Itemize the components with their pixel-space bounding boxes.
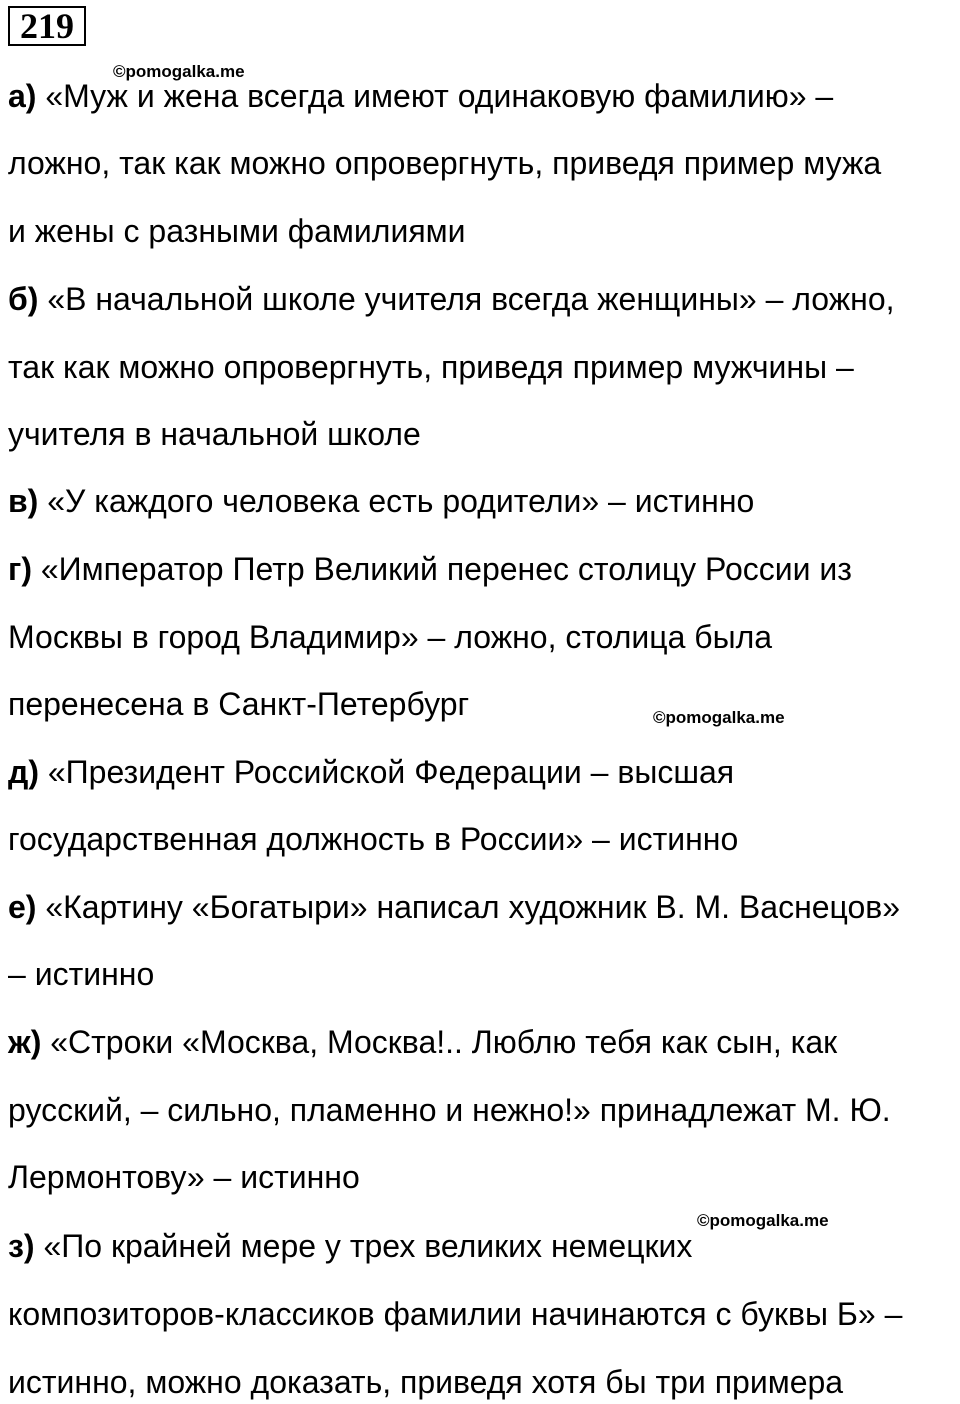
text-line [8,1362,843,1402]
text-line [8,143,881,183]
line-text: композиторов-классиков фамилии начинаются с буквы Б» – [8,1296,903,1332]
item-marker: з) [8,1228,35,1264]
item-marker: в) [8,483,39,519]
line-text: «Картину «Богатыри» написал художник В. М. Васнецов» [36,889,901,925]
line-text: «У каждого человека есть родители» – истинно [38,483,755,519]
text-line [8,819,738,859]
text-line [8,1157,360,1197]
watermark: ©pomogalka.me [653,708,785,727]
line-text: «Император Петр Великий перенес столицу России из [31,551,852,587]
line-text: «Строки «Москва, Москва!.. Люблю тебя как сын, как [41,1024,838,1060]
line-text: русский, – сильно, пламенно и нежно!» принадлежат М. Ю. [8,1092,891,1128]
text-line [8,414,421,454]
line-text: перенесена в Санкт-Петербург [8,686,470,722]
text-line [8,752,734,792]
watermark: ©pomogalka.me [113,62,245,81]
line-text: государственная должность в России» – истинно [8,821,739,857]
text-line [8,279,895,319]
line-text: «По крайней мере у трех великих немецких [34,1228,693,1264]
line-text: и жены с разными фамилиями [8,213,466,249]
text-line [8,954,154,994]
text-line [8,76,833,116]
text-line [8,1294,902,1334]
item-marker: д) [8,754,39,790]
text-line [8,617,772,657]
text-line [8,481,754,521]
task-number: 219 [8,6,86,46]
text-line [8,1022,837,1062]
line-text: «В начальной школе учителя всегда женщины» – ложно, [38,281,895,317]
text-line [8,684,469,724]
text-line [8,211,466,251]
line-text: «Муж и жена всегда имеют одинаковую фамилию» – [36,78,834,114]
line-text: ложно, так как можно опровергнуть, приведя пример мужа [8,145,882,181]
line-text: «Президент Российской Федерации – высшая [38,754,735,790]
line-text: – истинно [8,956,155,992]
item-marker: а) [8,78,37,114]
text-line [8,347,854,387]
item-marker: е) [8,889,37,925]
text-line [8,549,852,589]
line-text: истинно, можно доказать, приведя хотя бы три примера [8,1364,844,1400]
item-marker: б) [8,281,39,317]
watermark: ©pomogalka.me [697,1211,829,1230]
line-text: Москвы в город Владимир» – ложно, столица была [8,619,773,655]
item-marker: г) [8,551,32,587]
line-text: Лермонтову» – истинно [8,1159,360,1195]
text-line [8,1090,891,1130]
text-line [8,1226,692,1266]
item-marker: ж) [8,1024,42,1060]
line-text: так как можно опровергнуть, приведя пример мужчины – [8,349,854,385]
text-line [8,887,900,927]
line-text: учителя в начальной школе [8,416,421,452]
